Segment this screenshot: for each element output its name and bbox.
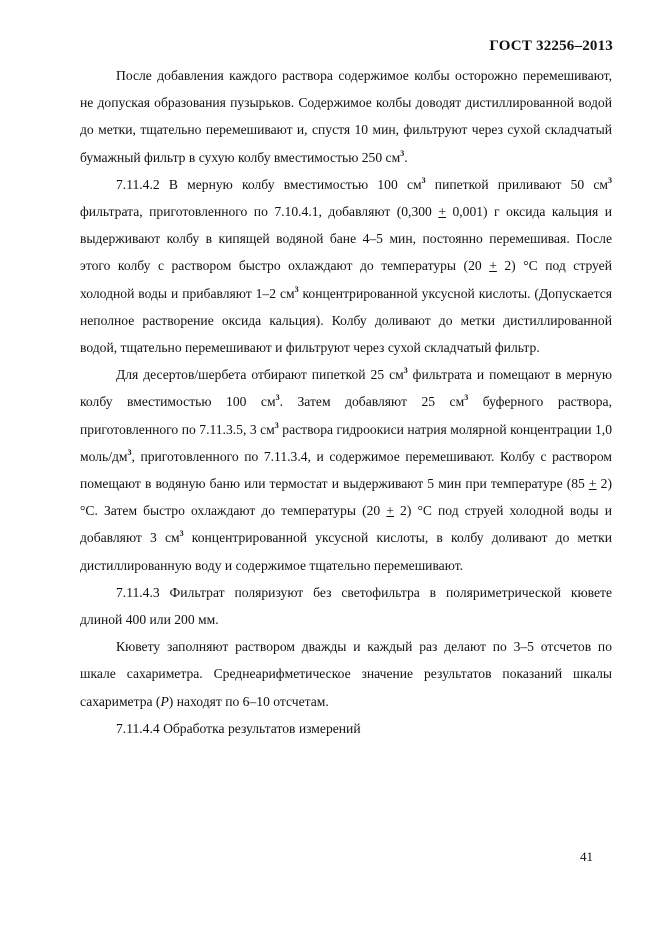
page-number: 41 xyxy=(580,849,593,864)
plus-minus-sign: + xyxy=(489,258,497,274)
plus-minus-sign: + xyxy=(386,503,394,519)
standard-header: ГОСТ 32256–2013 xyxy=(489,38,613,54)
plus-minus-sign: + xyxy=(588,476,597,492)
plus-minus-sign: + xyxy=(438,204,446,220)
paragraph-desserts: Для десертов/шербета отбирают пипеткой 25 $см^3$ фильтрата и помещают в мерную колбу вместимостью 100 $см^3$. Затем добавляют 25 $см^3$ буферного раствора, приготовленного по 7.11.3.5, 3 $см^3$ раствора гидроокиси натрия молярной концентрации 1,0 моль/$дм^3$, приготовленного по 7.11.3.4, и содержимое перемешивают. Колбу с раствором помещают в водяную баню или термостат и выдерживают 5 мин при температуре (85 + 2) °С. Затем быстро охлаждают до температуры (20 + 2) °С под струей холодной воды и добавляют 3 $см^3$ концентрированной уксусной кислоты, в колбу доливают до метки дистиллированную воду и содержимое тщательно перемешивают. xyxy=(80,366,612,573)
variable-p: Р xyxy=(160,693,169,709)
paragraph-filtration: После добавления каждого раствора содержимое колбы осторожно перемешивают, не допуская образования пузырьков. Содержимое колбы доводят дистиллированной водой до метки, тщательно перемешивают и, спустя 10 мин, фильтруют через сухой складчатый бумажный фильтр в сухую колбу вместимостью 250 $см^3$. xyxy=(80,68,612,165)
paragraph-cuvette: Кювету заполняют раствором дважды и каждый раз делают по 3–5 отсчетов по шкале сахариметра. Среднеарифметическое значение результатов показаний шкалы сахариметра (Р) находят по 6–10 отсчетам. xyxy=(80,639,612,709)
document-body xyxy=(80,62,612,742)
paragraph-7-11-4-2: 7.11.4.2 В мерную колбу вместимостью 100 $см^3$ пипеткой приливают 50 $см^3$ фильтрата, приготовленного по 7.10.4.1, добавляют (0,300 + 0,001) г оксида кальция и выдерживают колбу в кипящей водяной бане 4–5 мин, постоянно перемешивая. После этого колбу с раствором быстро охлаждают до температуры (20 + 2) °С под струей холодной воды и прибавляют 1–2 $см^3$ концентрированной уксусной кислоты. (Допускается неполное растворение оксида кальция). Колбу доливают до метки дистиллированной водой, тщательно перемешивают и фильтруют через сухой складчатый фильтр. xyxy=(80,175,613,356)
paragraph-7-11-4-3: 7.11.4.3 Фильтрат поляризуют без светофильтра в поляриметрической кювете длиной 400 или 200 мм. xyxy=(80,584,612,628)
paragraph-7-11-4-4: 7.11.4.4 Обработка результатов измерений xyxy=(116,720,361,736)
